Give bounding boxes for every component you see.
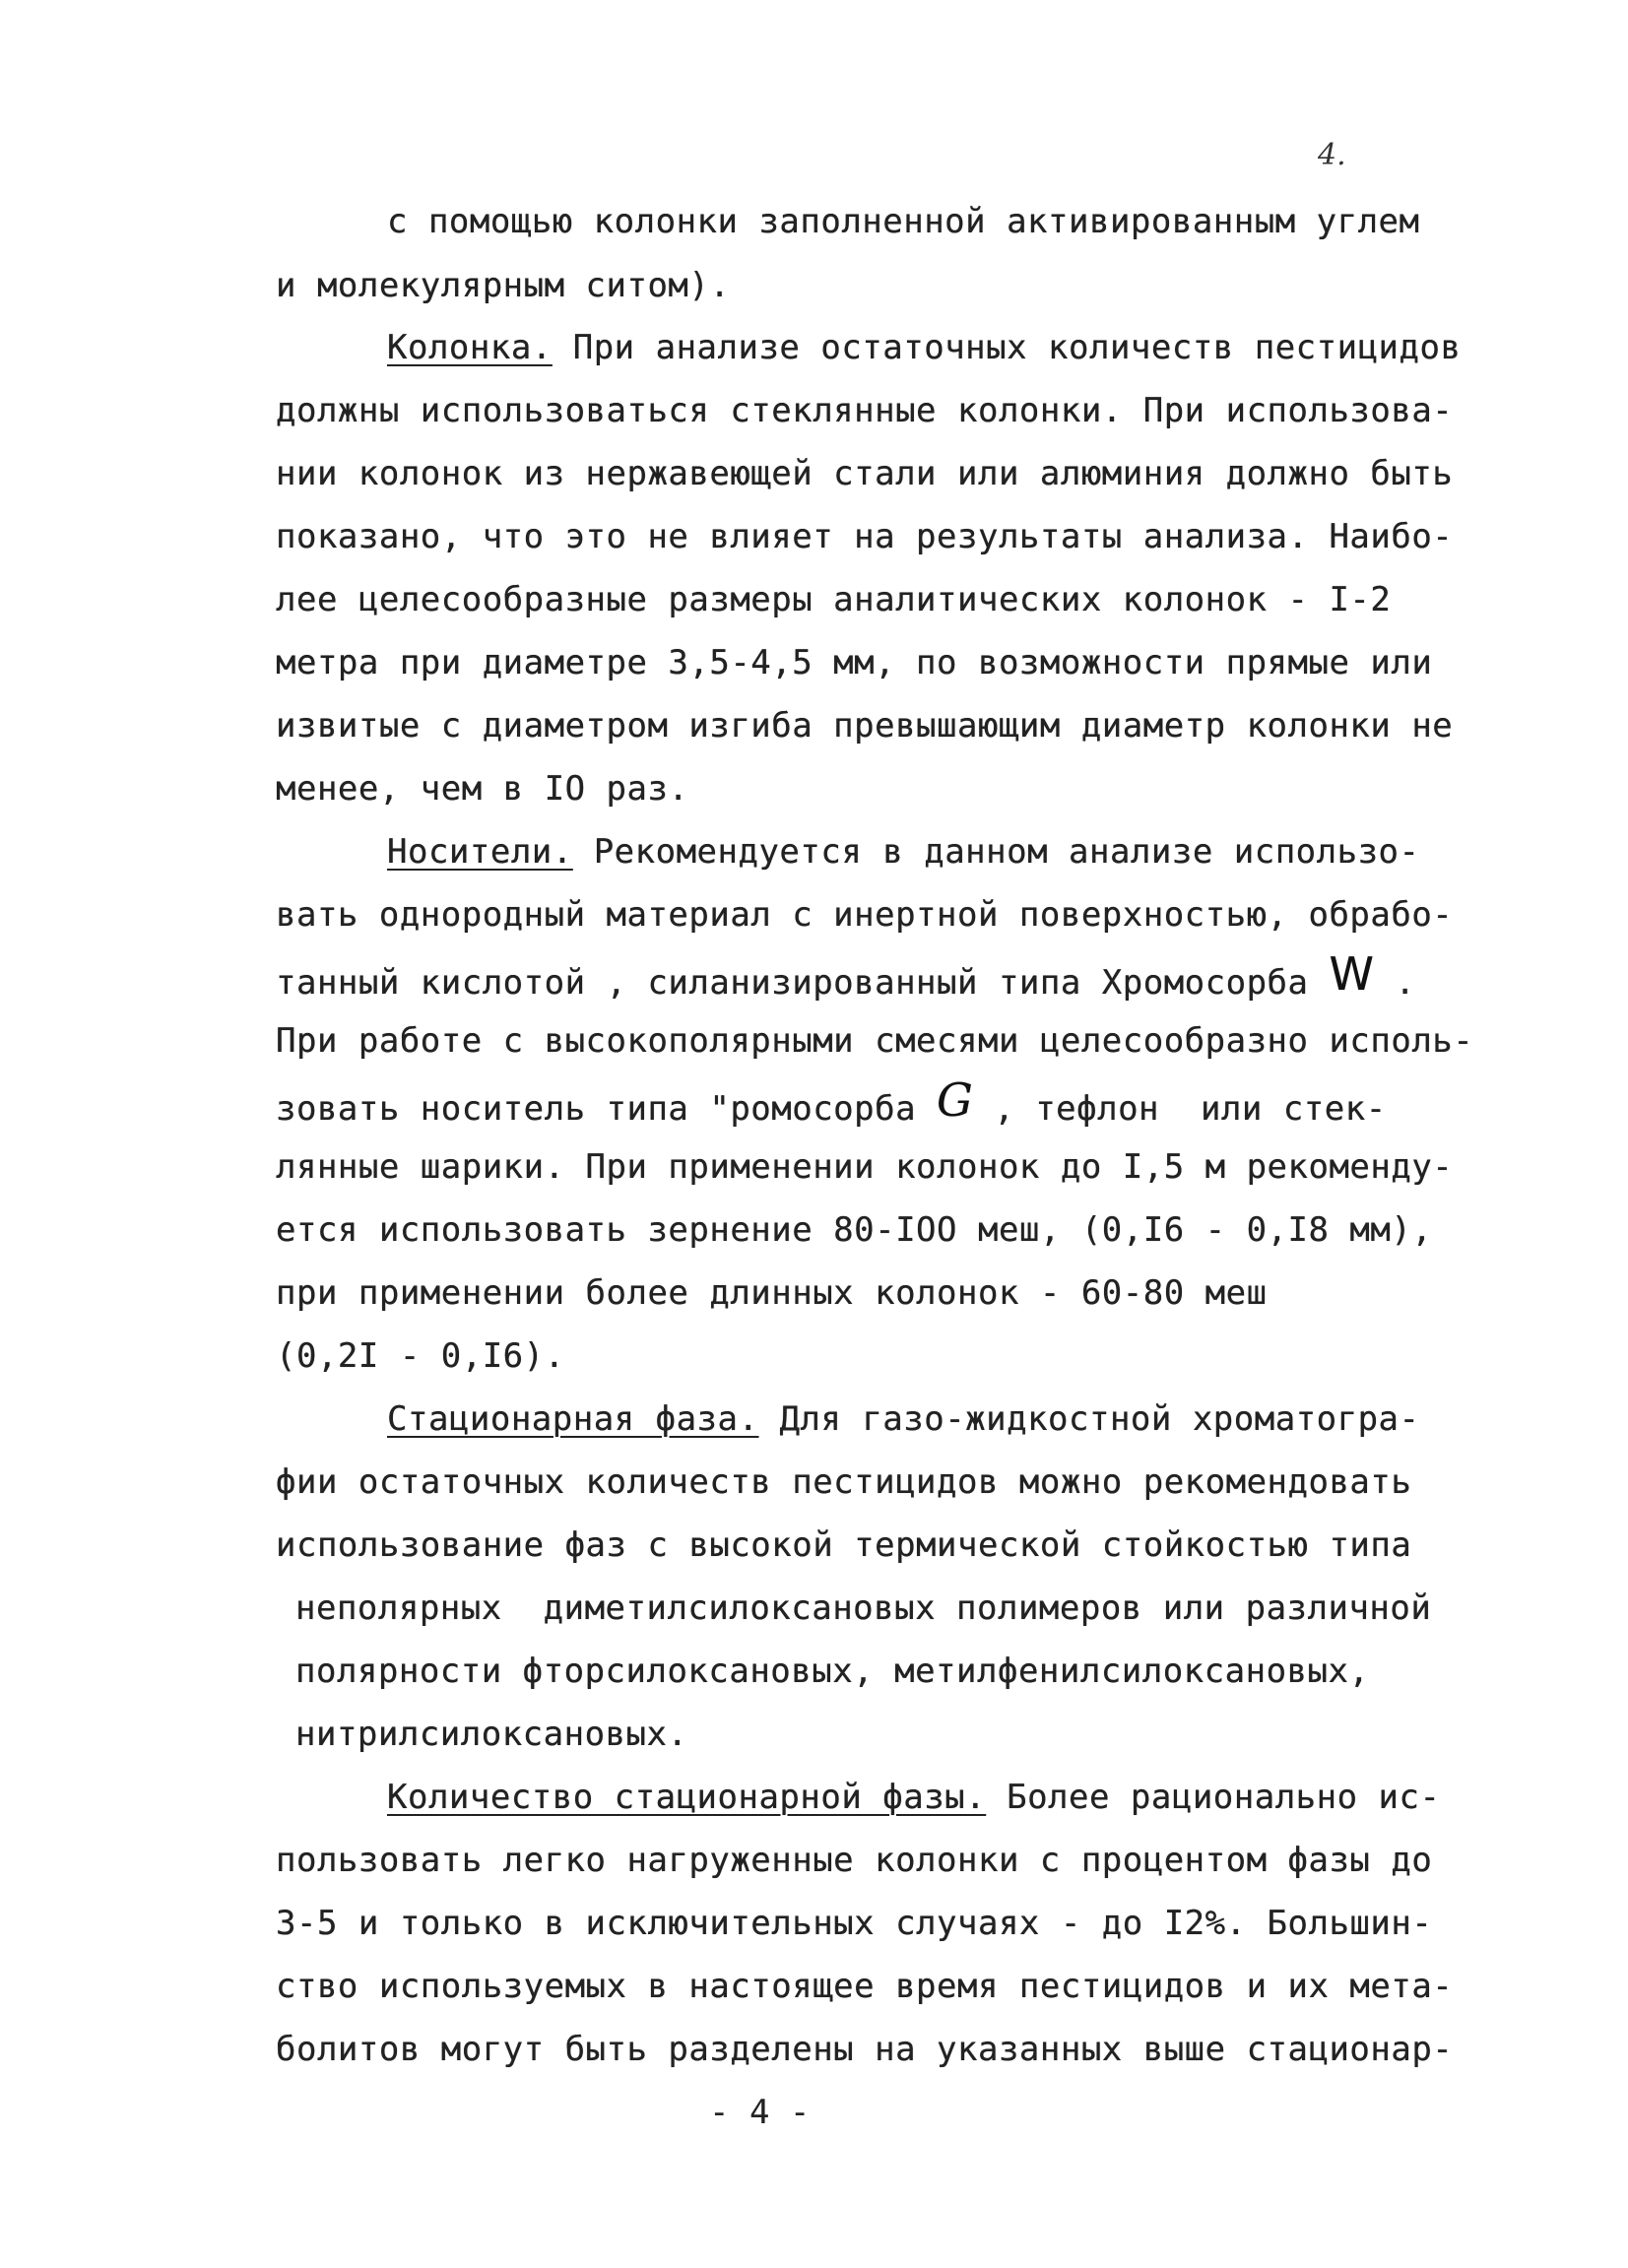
paragraph-stationary-phase — [387, 1399, 1420, 1439]
text-line: при применении более длинных колонок - 60-80 меш — [276, 1273, 1268, 1313]
footer-page-number: - 4 - — [709, 2093, 811, 2132]
text-segment: , тефлон или стек- — [973, 1089, 1387, 1129]
text-line: ется использовать зернение 80-IOO меш, (0,I6 - 0,I8 мм), — [276, 1210, 1433, 1250]
text-line: использование фаз с высокой термической стойкостью типа — [276, 1525, 1412, 1565]
text-line: нии колонок из нержавеющей стали или алюминия должно быть — [276, 454, 1454, 493]
heading-stationary-phase: Стационарная фаза. — [387, 1399, 759, 1439]
text-segment: . — [1374, 963, 1416, 1003]
text-line — [276, 947, 1416, 1003]
text-segment: танный кислотой , силанизированный типа Хромосорба — [276, 963, 1330, 1003]
text-line: болитов могут быть разделены на указанных выше стационар- — [276, 2030, 1454, 2069]
text-line: 3-5 и только в исключительных случаях - до I2%. Большин- — [276, 1904, 1433, 1943]
text-line: менее, чем в IO раз. — [276, 769, 689, 809]
text-line: полярности фторсилоксановых, метилфенилсилоксановых, — [295, 1652, 1370, 1691]
text-line: лянные шарики. При применении колонок до I,5 м рекоменду- — [276, 1147, 1454, 1187]
handwritten-letter-g: G — [937, 1073, 974, 1127]
text-segment: Для газо-жидкостной хроматогра- — [758, 1399, 1420, 1439]
text-line: метра при диаметре 3,5-4,5 мм, по возможности прямые или — [276, 643, 1433, 682]
text-line: пользовать легко нагруженные колонки с процентом фазы до — [276, 1841, 1433, 1880]
heading-nositeli: Носители. — [387, 832, 573, 872]
heading-kolonka: Колонка. — [387, 328, 553, 367]
text-line: неполярных диметилсилоксановых полимеров или различной — [295, 1588, 1432, 1628]
page-number: 4. — [1318, 138, 1346, 172]
text-line: извитые с диаметром изгиба превышающим диаметр колонки не — [276, 706, 1454, 745]
text-line: с помощью колонки заполненной активированным углем — [387, 202, 1420, 241]
text-line: должны использоваться стеклянные колонки. При использова- — [276, 391, 1454, 430]
paragraph-phase-amount — [387, 1778, 1440, 1817]
text-line: (0,2I - 0,I6). — [276, 1336, 565, 1376]
text-segment: При анализе остаточных количеств пестицидов — [552, 328, 1462, 367]
text-line: и молекулярным ситом). — [276, 266, 731, 305]
text-segment: Более рационально ис- — [986, 1778, 1441, 1817]
text-line: лее целесообразные размеры аналитических колонок - I-2 — [276, 580, 1392, 619]
text-line: показано, что это не влияет на результаты анализа. Наибо- — [276, 517, 1454, 556]
text-segment: Рекомендуется в данном анализе использо- — [572, 832, 1420, 872]
text-line: нитрилсилоксановых. — [295, 1715, 688, 1754]
handwritten-letter-w: W — [1329, 947, 1375, 1001]
heading-phase-amount: Количество стационарной фазы. — [387, 1778, 987, 1817]
text-line: При работе с высокополярными смесями целесообразно исполь- — [276, 1021, 1474, 1061]
text-line: вать однородный материал с инертной поверхностью, обрабо- — [276, 895, 1454, 935]
paragraph-kolonka — [387, 328, 1461, 367]
text-line — [276, 1073, 1387, 1129]
paragraph-nositeli — [387, 832, 1420, 872]
text-segment: зовать носитель типа "ромосорба — [276, 1089, 938, 1129]
text-line: фии остаточных количеств пестицидов можно рекомендовать — [276, 1462, 1412, 1502]
text-line: ство используемых в настоящее время пестицидов и их мета- — [276, 1967, 1454, 2006]
